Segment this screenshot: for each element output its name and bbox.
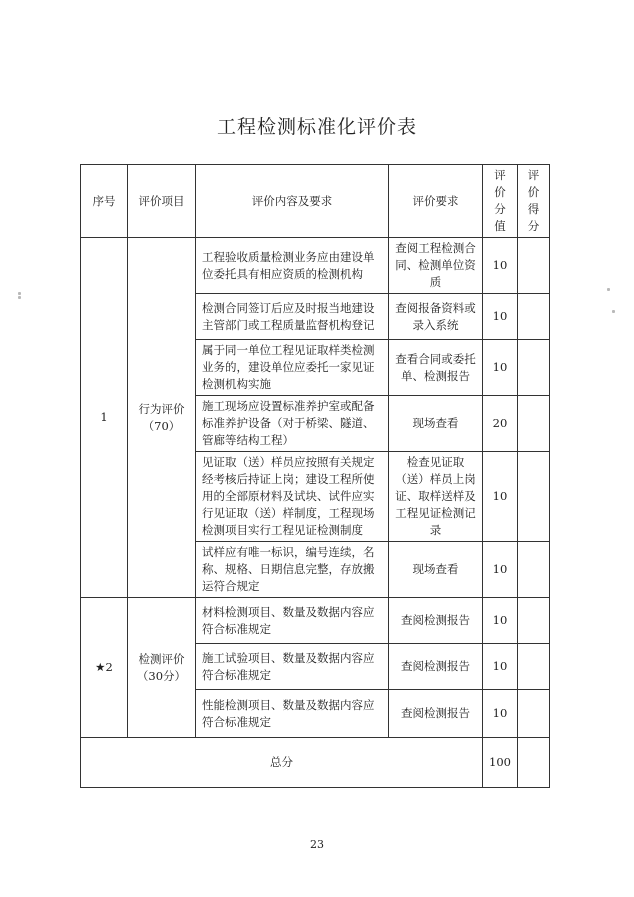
requirement-cell: 现场查看 [389, 396, 483, 452]
requirement-cell: 查阅检测报告 [389, 690, 483, 738]
scan-speck [607, 288, 610, 291]
content-cell: 性能检测项目、数量及数据内容应符合标准规定 [196, 690, 389, 738]
earned-cell [518, 598, 550, 644]
score-cell: 10 [483, 294, 518, 340]
requirement-cell: 检查见证取（送）样员上岗证、取样送样及工程见证检测记录 [389, 452, 483, 542]
score-cell: 10 [483, 238, 518, 294]
requirement-cell: 查阅工程检测合同、检测单位资质 [389, 238, 483, 294]
evaluation-table [80, 164, 550, 788]
content-cell: 试样应有唯一标识，编号连续，名称、规格、日期信息完整，存放搬运符合规定 [196, 542, 389, 598]
score-cell: 10 [483, 598, 518, 644]
total-earned [518, 738, 550, 788]
group-item-2: 检测评价（30分） [128, 598, 196, 738]
group-item-1: 行为评价（70） [128, 238, 196, 598]
header-seq: 序号 [81, 165, 128, 238]
content-cell: 施工现场应设置标准养护室或配备标准养护设备（对于桥梁、隧道、管廊等结构工程） [196, 396, 389, 452]
scan-speck [18, 292, 21, 295]
score-cell: 20 [483, 396, 518, 452]
total-label: 总分 [81, 738, 483, 788]
earned-cell [518, 452, 550, 542]
header-requirement: 评价要求 [389, 165, 483, 238]
earned-cell [518, 294, 550, 340]
content-cell: 施工试验项目、数量及数据内容应符合标准规定 [196, 644, 389, 690]
content-cell: 工程验收质量检测业务应由建设单位委托具有相应资质的检测机构 [196, 238, 389, 294]
requirement-cell: 查阅检测报告 [389, 644, 483, 690]
table-header-row [81, 165, 550, 238]
requirement-cell: 现场查看 [389, 542, 483, 598]
header-content: 评价内容及要求 [196, 165, 389, 238]
header-earned: 评价得分 [518, 165, 550, 238]
scan-speck [18, 296, 21, 299]
earned-cell [518, 396, 550, 452]
score-cell: 10 [483, 340, 518, 396]
earned-cell [518, 542, 550, 598]
earned-cell [518, 690, 550, 738]
content-cell: 材料检测项目、数量及数据内容应符合标准规定 [196, 598, 389, 644]
group-seq-1: 1 [81, 238, 128, 598]
earned-cell [518, 238, 550, 294]
content-cell: 属于同一单位工程见证取样类检测业务的，建设单位应委托一家见证检测机构实施 [196, 340, 389, 396]
header-item: 评价项目 [128, 165, 196, 238]
score-cell: 10 [483, 542, 518, 598]
earned-cell [518, 340, 550, 396]
content-cell: 见证取（送）样员应按照有关规定经考核后持证上岗；建设工程所使用的全部原材料及试块、试件应实行见证取（送）样制度，工程现场检测项目实行工程见证检测制度 [196, 452, 389, 542]
earned-cell [518, 644, 550, 690]
total-row [81, 738, 550, 788]
group-seq-2: ★2 [81, 598, 128, 738]
document-title: 工程检测标准化评价表 [216, 116, 417, 138]
scan-speck [612, 310, 615, 313]
requirement-cell: 查看合同或委托单、检测报告 [389, 340, 483, 396]
score-cell: 10 [483, 690, 518, 738]
page-number: 23 [310, 838, 324, 851]
table-row [81, 598, 550, 644]
requirement-cell: 查阅检测报告 [389, 598, 483, 644]
total-score: 100 [483, 738, 518, 788]
score-cell: 10 [483, 452, 518, 542]
score-cell: 10 [483, 644, 518, 690]
header-score: 评价分值 [483, 165, 518, 238]
table-row [81, 238, 550, 294]
requirement-cell: 查阅报备资料或录入系统 [389, 294, 483, 340]
content-cell: 检测合同签订后应及时报当地建设主管部门或工程质量监督机构登记 [196, 294, 389, 340]
